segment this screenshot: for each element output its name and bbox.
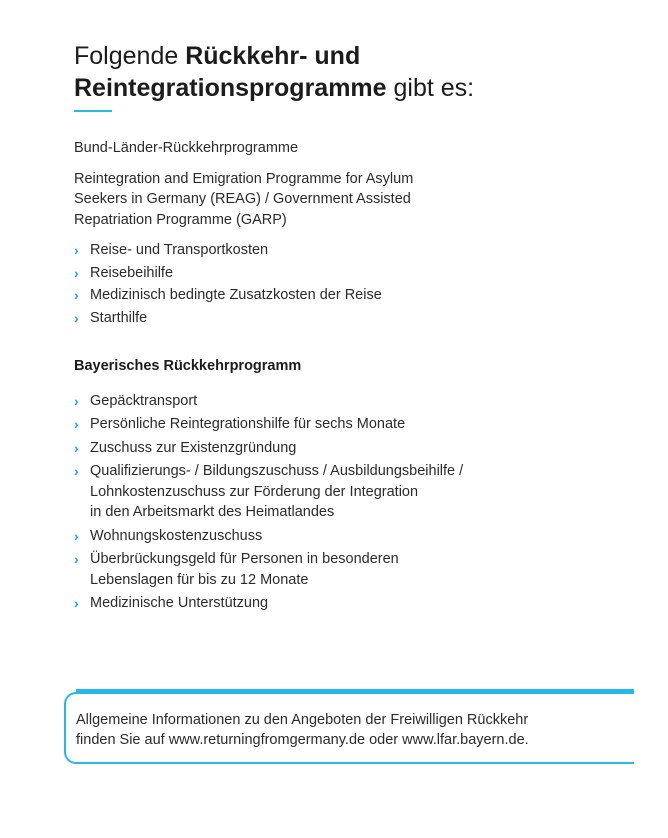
info-box <box>64 692 634 764</box>
list-item-text: Medizinische Unterstützung <box>90 595 269 611</box>
section-federal-title: Bund-Länder-Rückkehrprogramme <box>74 140 299 156</box>
list-item-text: Reisebeihilfe <box>90 264 174 281</box>
list-item-text: Wohnungskostenzuschuss <box>90 527 263 544</box>
chevron-right-icon: › <box>74 416 79 432</box>
list-item-text: Persönliche Reintegrationshilfe für sechs Monate <box>90 416 406 432</box>
section-bavarian-title: Bayerisches Rückkehrprogramm <box>74 358 302 374</box>
heading-bold1: Rückkehr- und <box>185 42 361 70</box>
list-item <box>74 308 634 329</box>
section-federal-desc-1: Reintegration and Emigration Programme for Asylum <box>74 170 414 187</box>
heading-underline <box>74 110 112 112</box>
page-heading <box>74 40 634 104</box>
section-federal <box>74 138 634 330</box>
chevron-right-icon: › <box>74 463 79 479</box>
list-item <box>74 391 634 412</box>
list-item-text: Zuschuss zur Existenzgründung <box>90 439 297 456</box>
list-item-text: Qualifizierungs- / Bildungszuschuss / Ausbildungsbeihilfe / <box>90 463 464 479</box>
heading-bold2: Reintegrationsprogramme <box>74 74 387 102</box>
chevron-right-icon: › <box>74 392 79 409</box>
section-federal-desc-3: Repatriation Programme (GARP) <box>74 211 287 228</box>
section-federal-list <box>74 240 634 328</box>
list-item-text: Lohnkostenzuschuss zur Förderung der Integration <box>90 483 419 500</box>
chevron-right-icon: › <box>74 309 79 326</box>
section-federal-desc-2: Seekers in Germany (REAG) / Government Assisted <box>74 191 411 207</box>
chevron-right-icon: › <box>74 242 79 258</box>
chevron-right-icon: › <box>74 595 79 611</box>
list-item-text: Medizinisch bedingte Zusatzkosten der Reise <box>90 287 382 303</box>
info-line-2: finden Sie auf www.returningfromgermany.de oder www.lfar.bayern.de. <box>76 732 529 748</box>
list-item-text: in den Arbeitsmarkt des Heimatlandes <box>90 504 335 520</box>
section-bavarian <box>74 356 634 617</box>
heading-part2: gibt es: <box>386 74 475 102</box>
list-item <box>74 263 634 284</box>
list-item <box>74 593 634 614</box>
list-item <box>74 526 634 547</box>
list-item <box>74 414 634 435</box>
list-item-text: Überbrückungsgeld für Personen in besonderen <box>90 551 399 567</box>
list-item <box>74 240 634 261</box>
list-item <box>74 461 634 523</box>
list-item <box>74 549 634 590</box>
chevron-right-icon: › <box>74 264 79 281</box>
heading-part1: Folgende <box>74 42 186 70</box>
list-item <box>74 438 634 459</box>
list-item-text: Gepäcktransport <box>90 392 198 409</box>
list-item <box>74 285 634 306</box>
chevron-right-icon: › <box>74 551 79 567</box>
section-bavarian-list <box>74 391 634 614</box>
info-line-1: Allgemeine Informationen zu den Angeboten der Freiwilligen Rückkehr <box>76 712 529 728</box>
list-item-text: Reise- und Transportkosten <box>90 242 269 258</box>
list-item-text: Lebenslagen für bis zu 12 Monate <box>90 571 309 588</box>
chevron-right-icon: › <box>74 527 79 544</box>
chevron-right-icon: › <box>74 287 79 303</box>
chevron-right-icon: › <box>74 439 79 456</box>
list-item-text: Starthilfe <box>90 309 148 326</box>
